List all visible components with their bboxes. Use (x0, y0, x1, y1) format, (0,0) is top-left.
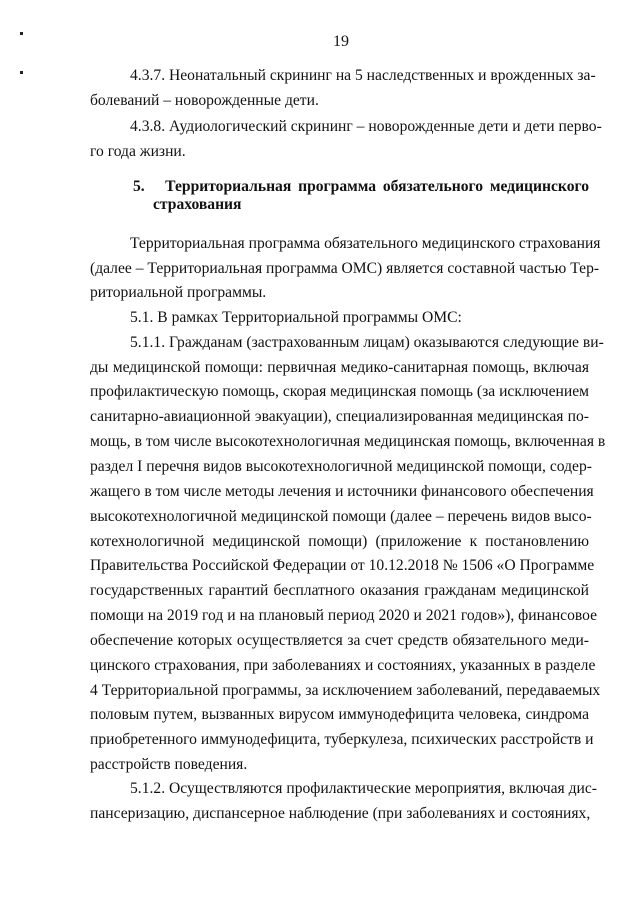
paragraph-line: 5.1.1. Гражданам (застрахованным лицам) оказываются следующие ви- (130, 334, 604, 351)
paragraph-line: жащего в том числе методы лечения и источники финансового обеспечения (90, 483, 594, 500)
paragraph-line: 5.1.2. Осуществляются профилактические мероприятия, включая дис- (130, 780, 597, 797)
section-title: Территориальная программа обязательного медицинского (165, 178, 589, 195)
paragraph-line: 4 Территориальной программы, за исключением заболеваний, передаваемых (90, 682, 601, 699)
paragraph-line: санитарно-авиационной эвакуации), специализированная медицинская по- (90, 408, 589, 425)
paragraph-line: государственных гарантий бесплатного оказания гражданам медицинской (90, 582, 589, 599)
paragraph-line: 5.1. В рамках Территориальной программы ОМС: (130, 309, 462, 326)
scan-mark (20, 71, 23, 74)
paragraph-line: пансеризацию, диспансерное наблюдение (при заболеваниях и состояниях, (90, 805, 591, 822)
paragraph-line: приобретенного иммунодефицита, туберкулеза, психических расстройств и (90, 731, 594, 748)
paragraph-line: цинского страхования, при заболеваниях и состояниях, указанных в разделе (90, 657, 596, 674)
paragraph-line: болеваний – новорожденные дети. (90, 92, 319, 109)
paragraph-line: расстройств поведения. (90, 756, 248, 773)
paragraph-line: раздел I перечня видов высокотехнологичной медицинской помощи, содер- (90, 458, 592, 475)
paragraph-line: обеспечение которых осуществляется за счет средств обязательного меди- (90, 632, 589, 649)
page-number: 19 (333, 33, 349, 50)
paragraph-line: котехнологичной медицинской помощи) (приложение к постановлению (90, 533, 589, 550)
section-title-continued: страхования (153, 196, 242, 213)
paragraph-line: высокотехнологичной медицинской помощи (далее – перечень видов высо- (90, 508, 592, 525)
paragraph-line: помощи на 2019 год и на плановый период 2020 и 2021 годов»), финансовое (90, 607, 598, 624)
paragraph-line: профилактическую помощь, скорая медицинская помощь (за исключением (90, 383, 589, 400)
paragraph-line: Территориальная программа обязательного медицинского страхования (130, 235, 601, 252)
paragraph-line: риториальной программы. (90, 284, 267, 301)
paragraph-line: 4.3.7. Неонатальный скрининг на 5 наследственных и врожденных за- (130, 67, 596, 84)
paragraph-line: (далее – Территориальная программа ОМС) является составной частью Тер- (90, 260, 600, 277)
paragraph-line: ды медицинской помощи: первичная медико-санитарная помощь, включая (90, 359, 589, 376)
paragraph-line: Правительства Российской Федерации от 10.12.2018 № 1506 «О Программе (90, 557, 595, 574)
paragraph-line: 4.3.8. Аудиологический скрининг – новорожденные дети и дети перво- (130, 118, 602, 135)
section-number: 5. (133, 178, 145, 195)
paragraph-line: го года жизни. (90, 143, 186, 160)
paragraph-line: мощь, в том числе высокотехнологичная медицинская помощь, включенная в (90, 433, 606, 450)
paragraph-line: половым путем, вызванных вирусом иммунодефицита человека, синдрома (90, 706, 589, 723)
